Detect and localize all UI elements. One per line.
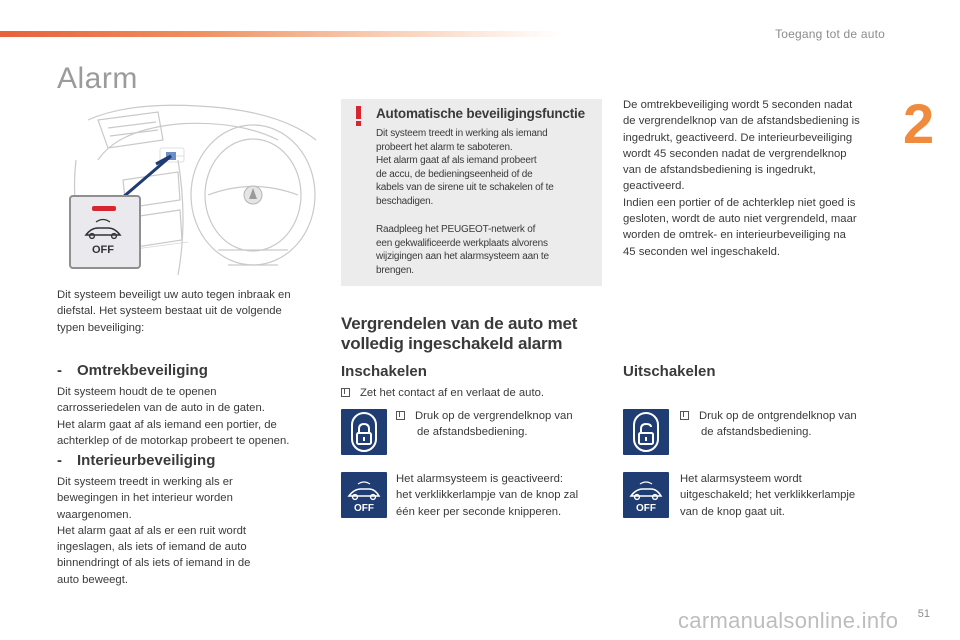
inschakelen-step-1 [341, 385, 544, 401]
interior-text [57, 474, 332, 588]
interior-line: ingeslagen, als iets of iemand de auto [57, 541, 247, 554]
interior-line: waargenomen. [57, 508, 132, 521]
warning-panel [341, 99, 602, 286]
padlock-open-icon [623, 409, 669, 455]
inschakelen-result [396, 471, 611, 520]
warning-line: beschadigen. [376, 195, 434, 207]
delay-info-line: 45 seconden wel ingeschakeld. [623, 245, 781, 258]
inschakelen-step-2 [396, 408, 606, 441]
perimeter-line: carrosseriedelen van de auto in de gaten. [57, 402, 265, 415]
intro-line: typen beveiliging: [57, 321, 145, 334]
warning-exclamation-icon [354, 106, 363, 126]
inschakelen-result-line: één keer per seconde knipperen. [396, 505, 562, 518]
illustration-off-label: OFF [92, 244, 114, 256]
perimeter-line: Dit systeem houdt de te openen [57, 386, 217, 398]
uitschakelen-step-1-line: de afstandsbediening. [701, 426, 812, 439]
off-label: OFF [354, 503, 374, 514]
warning-line: Raadpleeg het PEUGEOT-netwerk of [376, 224, 536, 235]
inschakelen-heading: Inschakelen [341, 363, 427, 380]
inschakelen-step-1-text: Zet het contact af en verlaat de auto. [360, 387, 545, 399]
warning-line: wijzigingen aan het alarmsysteem aan te [376, 251, 549, 263]
perimeter-line: Het alarm gaat af als iemand een portier, de [57, 418, 277, 431]
header-accent-bar [0, 31, 560, 37]
warning-line: de accu, de bedieningseenheid of de [376, 168, 533, 180]
alarm-button-icon-tile [341, 472, 387, 518]
inschakelen-step-2-line: de afstandsbediening. [417, 426, 528, 439]
warning-paragraph-1 [376, 127, 598, 209]
uitschakelen-heading: Uitschakelen [623, 363, 716, 380]
warning-line: kabels van de sirene uit te schakelen of te [376, 182, 554, 194]
chapter-number: 2 [903, 92, 935, 155]
interior-line: binnendringt of als iets of iemand in de [57, 557, 251, 570]
lock-button-icon-tile [341, 409, 387, 455]
delay-info-line: ingedrukt, geactiveerd. De interieurbeveiliging [623, 131, 853, 144]
uitschakelen-result-line: Het alarmsysteem wordt [680, 473, 802, 485]
section-title-line: Vergrendelen van de auto met [341, 314, 578, 333]
perimeter-heading: - Omtrekbeveiliging [57, 362, 208, 379]
step-checkbox-icon [680, 411, 689, 420]
delay-info-line: wordt 45 seconden nadat de vergrendelknop [623, 147, 847, 160]
uitschakelen-result-line: van de knop gaat uit. [680, 505, 785, 518]
warning-line: probeert het alarm te saboteren. [376, 141, 513, 153]
uitschakelen-step-1-line: Druk op de ontgrendelknop van [699, 410, 857, 422]
inschakelen-step-2-line: Druk op de vergrendelknop van [415, 410, 573, 422]
inschakelen-result-line: Het alarmsysteem is geactiveerd: [396, 473, 564, 485]
step-checkbox-icon [396, 411, 405, 420]
inschakelen-result-line: het verklikkerlampje van de knop zal [396, 489, 579, 502]
delay-info-line: van de afstandsbediening is ingedrukt, [623, 164, 816, 177]
warning-line: een gekwalificeerde werkplaats alvorens [376, 237, 548, 249]
warning-paragraph-2 [376, 223, 598, 277]
perimeter-text [57, 384, 332, 449]
page-number: 51 [917, 608, 930, 620]
delay-info-line: Indien een portier of de achterklep niet goed is [623, 196, 856, 209]
header-section-title: Toegang tot de auto [775, 27, 885, 41]
intro-text [57, 287, 327, 336]
intro-line: diefstal. Het systeem bestaat uit de volgende [57, 305, 282, 318]
unlock-button-icon-tile [623, 409, 669, 455]
interior-line: Dit systeem treedt in werking als er [57, 476, 233, 488]
delay-info-line: De omtrekbeveiliging wordt 5 seconden nadat [623, 99, 853, 111]
warning-line: Dit systeem treedt in werking als iemand [376, 128, 548, 139]
alarm-car-off-icon [341, 472, 387, 518]
intro-line: Dit systeem beveiligt uw auto tegen inbraak en [57, 289, 291, 301]
warning-line: brengen. [376, 264, 414, 276]
watermark: carmanualsonline.info [678, 608, 899, 633]
delay-info-line: geactiveerd. [623, 180, 685, 193]
interior-heading-text: Interieurbeveiliging [77, 452, 216, 469]
padlock-closed-icon [341, 409, 387, 455]
interior-heading: - Interieurbeveiliging [57, 452, 216, 469]
uitschakelen-step-1 [680, 408, 890, 441]
interior-line: auto beweegt. [57, 573, 128, 586]
page-title: Alarm [57, 62, 138, 95]
delay-info-text [623, 97, 898, 260]
alarm-car-off-icon [623, 472, 669, 518]
warning-line: Het alarm gaat af als iemand probeert [376, 155, 537, 167]
section-title [341, 314, 577, 354]
section-title-line: volledig ingeschakeld alarm [341, 334, 563, 353]
off-label: OFF [636, 503, 656, 514]
alarm-off-icon-tile [623, 472, 669, 518]
interior-line: bewegingen in het interieur worden [57, 492, 233, 505]
step-checkbox-icon [341, 388, 350, 397]
delay-info-line: gesloten, wordt de auto niet vergrendeld, maar [623, 213, 857, 226]
uitschakelen-result [680, 471, 895, 520]
uitschakelen-result-line: uitgeschakeld; het verklikkerlampje [680, 489, 856, 502]
delay-info-line: worden de omtrek- en interieurbeveiliging na [623, 229, 846, 242]
dashboard-illustration [68, 100, 322, 280]
perimeter-line: achterklep of de motorkap probeert te openen. [57, 434, 290, 447]
delay-info-line: de vergrendelknop van de afstandsbediening is [623, 115, 860, 128]
interior-line: Het alarm gaat af als er een ruit wordt [57, 524, 246, 537]
perimeter-heading-text: Omtrekbeveiliging [77, 362, 208, 379]
warning-title: Automatische beveiligingsfunctie [376, 106, 585, 121]
